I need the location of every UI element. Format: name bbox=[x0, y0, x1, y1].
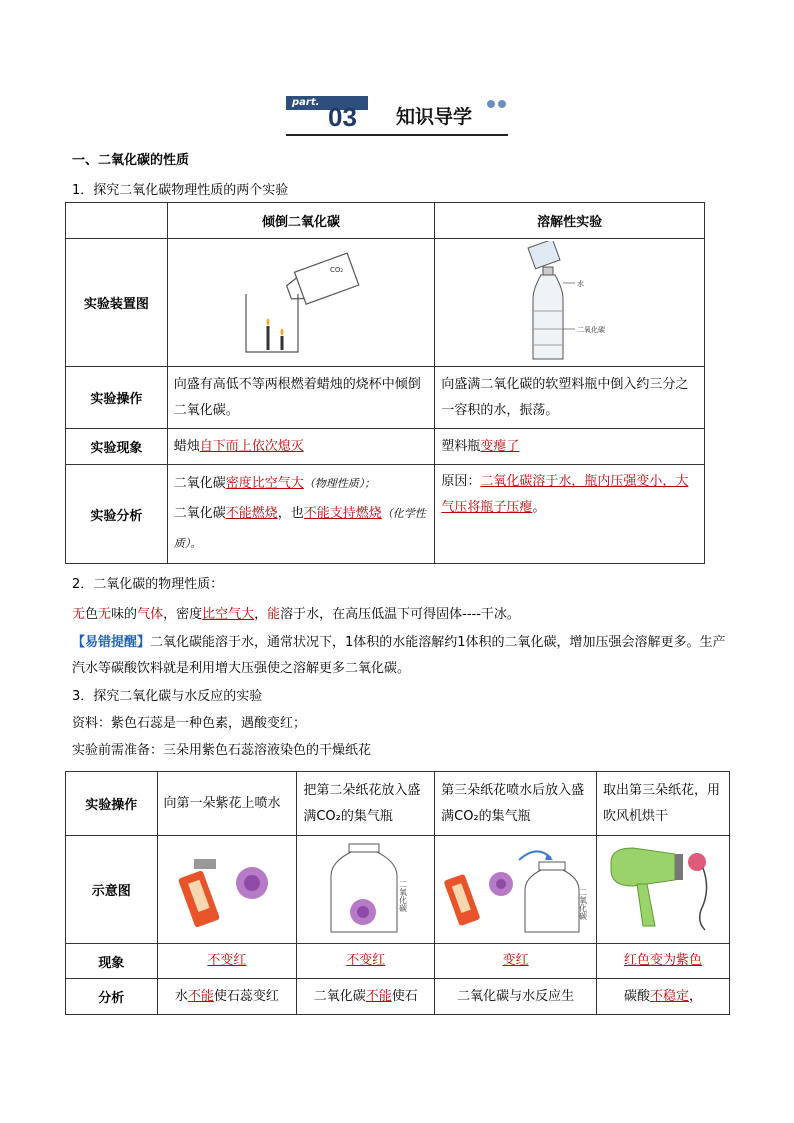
jar-label-2: 二氧化碳 bbox=[398, 879, 408, 912]
error-tip bbox=[72, 630, 732, 682]
tip-text: 二氧化碳能溶于水，通常状况下，1体积的水能溶解约1体积的二氧化碳，增加压强会溶解更多。生产汽水等碳酸饮料就是利用增大压强使之溶解更多二氧化碳。 bbox=[72, 635, 726, 676]
pour-co2-diagram bbox=[167, 239, 435, 367]
op-3: 第三朵纸花喷水后放入盛满CO₂的集气瓶 bbox=[435, 772, 597, 836]
col-header-pour: 倾倒二氧化碳 bbox=[167, 203, 435, 239]
sub1-heading: 1．探究二氧化碳物理性质的两个实验 bbox=[72, 183, 289, 198]
row-label-analysis2: 分析 bbox=[66, 979, 158, 1015]
water-tag: 水 bbox=[576, 279, 584, 288]
physical-properties-line: 无色无味的气体，密度比空气大，能溶于水，在高压低温下可得固体----干冰。 bbox=[72, 607, 520, 622]
ana-2: 二氧化碳不能使石 bbox=[297, 979, 435, 1015]
operation-pour: 向盛有高低不等两根燃着蜡烛的烧杯中倾倒二氧化碳。 bbox=[167, 367, 435, 429]
part-number: 03 bbox=[328, 102, 357, 132]
pour-co2-icon bbox=[236, 246, 366, 356]
ana-1: 水不能使石蕊变红 bbox=[157, 979, 297, 1015]
row-label-operation: 实验操作 bbox=[66, 367, 168, 429]
phen-3: 变红 bbox=[435, 944, 597, 979]
ana-4: 碳酸不稳定， bbox=[597, 979, 730, 1015]
col-header-solubility: 溶解性实验 bbox=[435, 203, 705, 239]
physical-properties-table bbox=[65, 202, 705, 564]
analysis-pour: 二氧化碳密度比空气大（物理性质）； 二氧化碳不能燃烧，也不能支持燃烧（化学性质）。 bbox=[167, 465, 435, 564]
co2-water-reaction-table bbox=[65, 771, 730, 1015]
solubility-bottle-icon bbox=[505, 241, 635, 361]
analysis-solubility: 原因：二氧化碳溶于水，瓶内压强变小，大气压将瓶子压瘪。 bbox=[435, 465, 705, 564]
row-label-phen: 现象 bbox=[66, 944, 158, 979]
solubility-diagram bbox=[435, 239, 705, 367]
row-label-device: 实验装置图 bbox=[66, 239, 168, 367]
op-2: 把第二朵纸花放入盛满CO₂的集气瓶 bbox=[297, 772, 435, 836]
litmus-info: 资料：紫色石蕊是一种色素，遇酸变红； bbox=[72, 716, 307, 731]
row-label-diagram: 示意图 bbox=[66, 836, 158, 944]
prep-info: 实验前需准备：三朵用紫色石蕊溶液染色的干燥纸花 bbox=[72, 743, 372, 758]
ana-3: 二氧化碳与水反应生 bbox=[435, 979, 597, 1015]
section-title: 知识导学 bbox=[396, 106, 473, 128]
phenomenon-solubility-key: 变瘪了 bbox=[480, 438, 520, 454]
row-label-analysis: 实验分析 bbox=[66, 465, 168, 564]
diagram-2 bbox=[297, 836, 435, 944]
diagram-4 bbox=[597, 836, 730, 944]
op-1: 向第一朵紫花上喷水 bbox=[157, 772, 297, 836]
co2-bottle-tag: 二氧化碳 bbox=[576, 325, 605, 334]
spray-flower-icon bbox=[172, 843, 282, 933]
spray-jar-flower-icon bbox=[441, 840, 591, 936]
phen-4: 红色变为紫色 bbox=[597, 944, 730, 979]
part-label: part. bbox=[292, 97, 320, 108]
section-banner bbox=[286, 96, 508, 138]
diagram-3 bbox=[435, 836, 597, 944]
sub3-heading: 3．探究二氧化碳与水反应的实验 bbox=[72, 689, 263, 704]
section1-heading: 一、二氧化碳的性质 bbox=[72, 153, 190, 168]
diagram-1 bbox=[157, 836, 297, 944]
phenomenon-pour-key: 自下而上依次熄灭 bbox=[199, 438, 304, 454]
row-label-phenomenon: 实验现象 bbox=[66, 429, 168, 465]
phen-1: 不变红 bbox=[157, 944, 297, 979]
phen-2: 不变红 bbox=[297, 944, 435, 979]
phenomenon-pour: 蜡烛自下而上依次熄灭 bbox=[167, 429, 435, 465]
row-label-op: 实验操作 bbox=[66, 772, 158, 836]
decor-dots-icon bbox=[486, 98, 508, 110]
phenomenon-solubility: 塑料瓶变瘪了 bbox=[435, 429, 705, 465]
jar-flower-icon bbox=[311, 840, 421, 936]
hair-dryer-icon bbox=[603, 840, 723, 936]
sub2-heading: 2．二氧化碳的物理性质： bbox=[72, 577, 224, 592]
co2-tag: CO₂ bbox=[330, 265, 344, 274]
op-4: 取出第三朵纸花，用吹风机烘干 bbox=[597, 772, 730, 836]
operation-solubility: 向盛满二氧化碳的软塑料瓶中倒入约三分之一容积的水，振荡。 bbox=[435, 367, 705, 429]
jar-label-3: 二氧化碳 bbox=[578, 887, 588, 920]
tip-label: 【易错提醒】 bbox=[72, 635, 151, 650]
part-badge bbox=[286, 96, 368, 132]
